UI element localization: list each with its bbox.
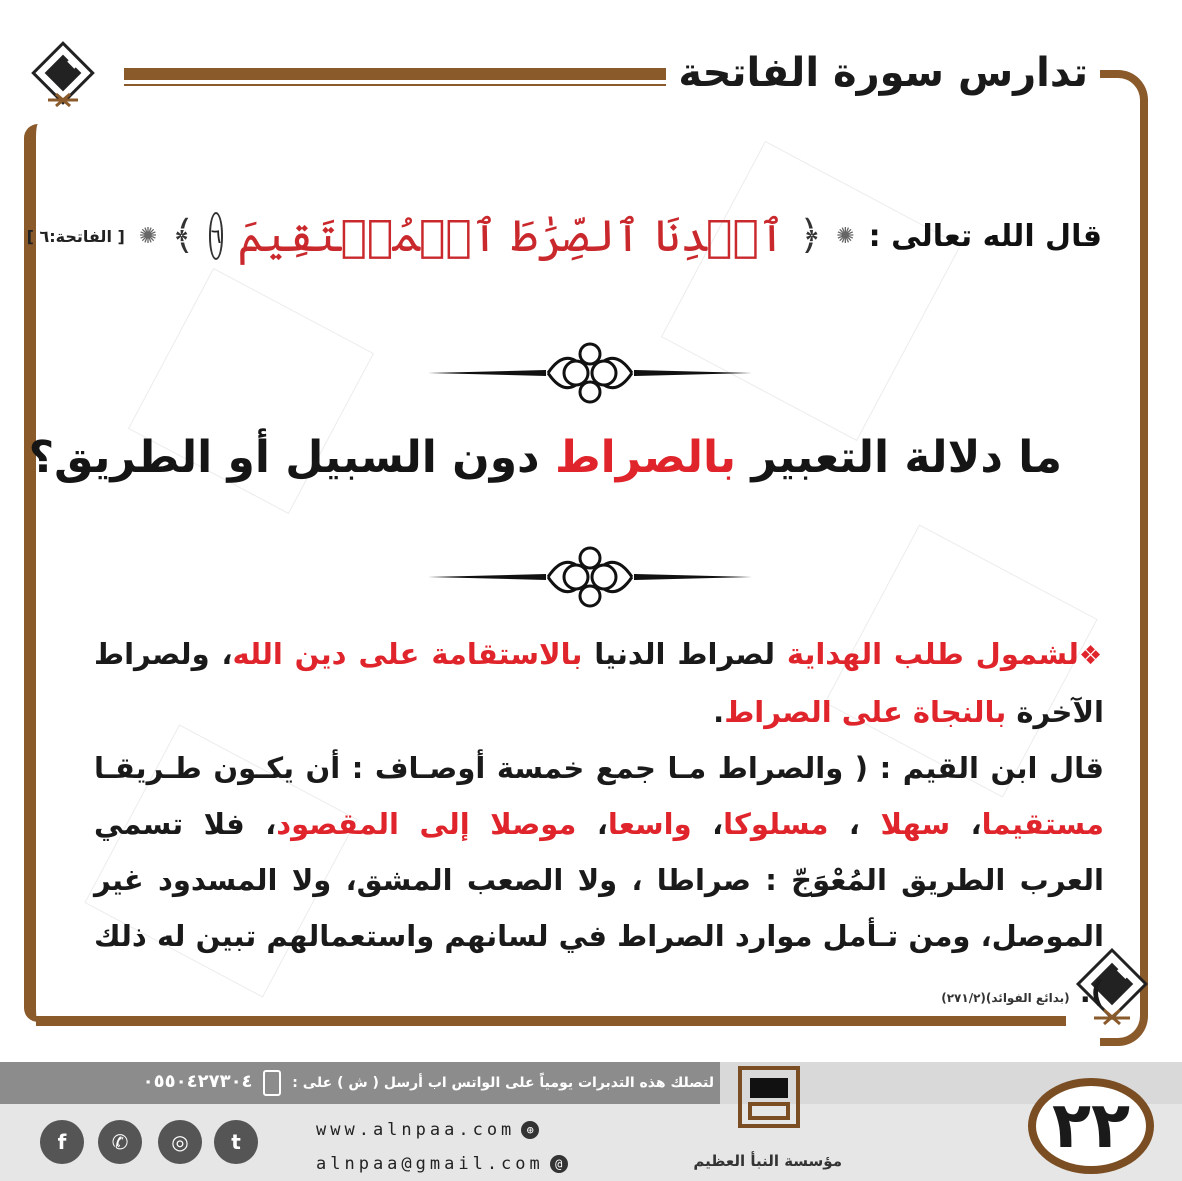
email-link[interactable]: [316, 1154, 568, 1174]
frame-right-border: [1100, 70, 1148, 1046]
highlight-text: واسعا: [607, 807, 692, 841]
question-heading: [28, 432, 1062, 483]
frame-top-border: [124, 68, 744, 80]
highlight-text: لشمول طلب الهداية: [786, 637, 1079, 671]
website-text: www.alnpaa.com: [316, 1120, 516, 1140]
highlight-text: موصلا إلى المقصود: [276, 807, 577, 841]
phone-number[interactable]: ٠٥٥٠٤٢٧٣٠٤: [142, 1071, 253, 1092]
organization-logo-icon: [714, 1066, 824, 1150]
body-text: ،: [950, 807, 982, 841]
verse-reference: [ الفاتحة:٦ ]: [26, 226, 125, 246]
body-text: ،: [576, 807, 608, 841]
body-text: قال ابن القيم : ( والصراط مـا جمع خمسة أوصـاف : أن يكـون طـريقـا: [94, 751, 1104, 785]
verse-line: [26, 196, 1102, 276]
question-text: ما دلالة التعبير: [736, 432, 1062, 483]
ornament-divider-icon: [428, 542, 752, 612]
mobile-phone-icon: [263, 1070, 281, 1096]
email-text: alnpaa@gmail.com: [316, 1154, 544, 1174]
flower-ornament-icon: ✺: [836, 223, 855, 249]
body-text: ،: [691, 807, 724, 841]
verse-text: ٱهۡدِنَا ٱلصِّرَٰطَ ٱلۡمُسۡتَقِيمَ: [237, 210, 785, 262]
whatsapp-subscribe: [14, 1070, 714, 1096]
highlight-text: سهلا: [880, 807, 951, 841]
highlight-text: مستقيما: [981, 807, 1105, 841]
answer-paragraph: [94, 626, 1104, 740]
frame-top-border-thin: [124, 84, 744, 86]
flower-ornament-icon: ✺: [138, 223, 158, 249]
body-text: ،: [828, 807, 881, 841]
highlight-text: مسلوكا: [723, 807, 829, 841]
facebook-icon[interactable]: f: [40, 1120, 84, 1164]
page-number: ٢٢: [1028, 1078, 1154, 1174]
organization-name: مؤسسة النبأ العظيم: [693, 1152, 842, 1170]
instagram-icon[interactable]: ◎: [158, 1120, 202, 1164]
brand-logo-icon: [28, 38, 98, 108]
body-text: ، فلا تسمي العرب الطريق المُعْوَجّ : صراطا ، ولا الصعب المشق، ولا المسدود غير الموصل، ومن تـأمل موارد الصراط في لسانهم واستعمالهم تبين له ذلك ).: [94, 807, 1104, 1009]
verse-open-bracket: ﴿: [798, 213, 823, 259]
question-highlight: بالصراط: [554, 432, 737, 483]
globe-icon: ⊕: [521, 1121, 539, 1139]
ornament-divider-icon: [428, 338, 752, 408]
body-text: ، ولصراط الآخرة: [94, 637, 1104, 729]
body-text: .: [713, 695, 725, 729]
highlight-text: بالاستقامة على دين الله: [232, 637, 583, 671]
quote-paragraph: [94, 740, 1104, 1026]
frame-left-border: [24, 124, 56, 1022]
footer: [0, 1062, 1182, 1181]
answer-body: [94, 626, 1104, 1026]
subscribe-text: لتصلك هذه التدبرات يومياً على الواتس اب أرسل ( ش ) على :: [292, 1075, 714, 1091]
bullet-diamond-icon: ❖: [1078, 641, 1104, 671]
body-text: لصراط الدنيا: [582, 637, 787, 671]
highlight-text: بالنجاة على الصراط: [724, 695, 1007, 729]
whatsapp-icon[interactable]: ✆: [98, 1120, 142, 1164]
ayah-number: ٦: [209, 212, 224, 260]
twitter-icon[interactable]: t: [214, 1120, 258, 1164]
verse-intro: قال الله تعالى :: [868, 218, 1102, 254]
at-sign-icon: @: [550, 1155, 568, 1173]
verse-close-bracket: ﴾: [171, 213, 195, 259]
source-reference: (بدائع الفوائد)(٢٧١/٢): [941, 991, 1070, 1005]
page-title: تدارس سورة الفاتحة: [666, 50, 1100, 96]
question-text: دون السبيل أو الطريق؟: [28, 432, 555, 483]
website-link[interactable]: [316, 1120, 539, 1140]
